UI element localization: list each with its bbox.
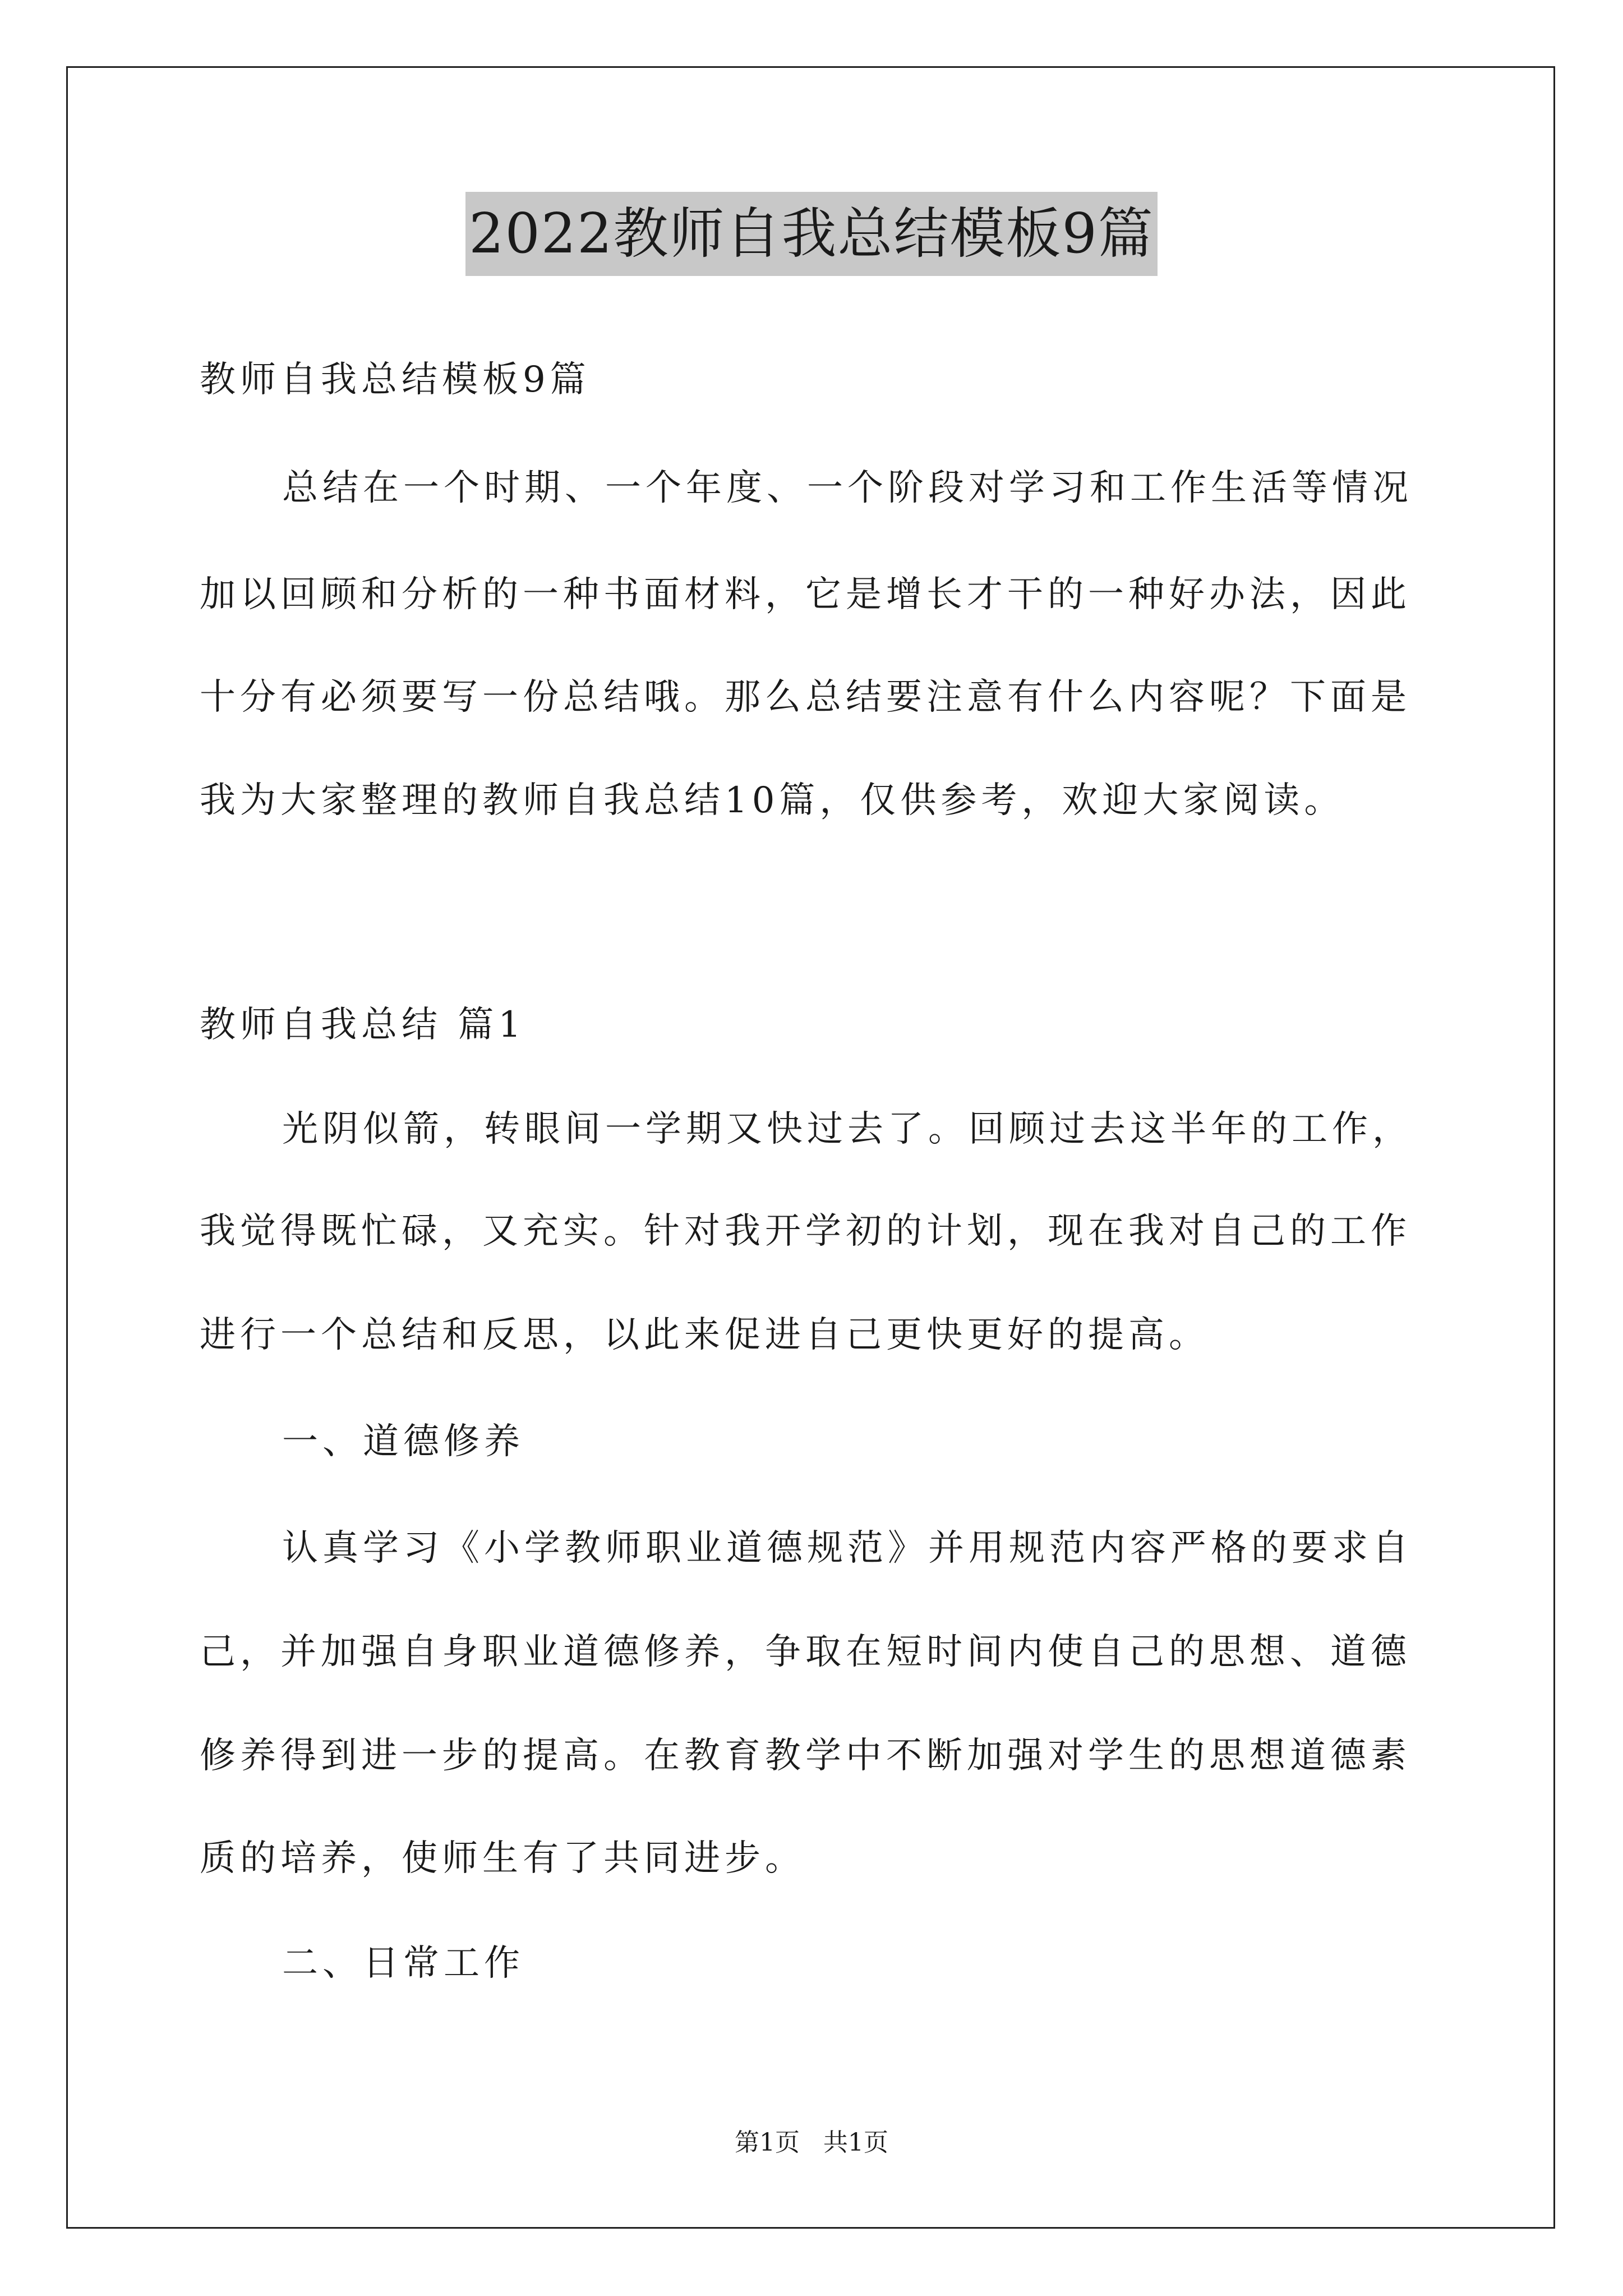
paragraph-line: 认真学习《小学教师职业道德规范》并用规范内容严格的要求自 — [282, 1527, 1413, 1569]
title-container — [0, 192, 1623, 276]
intro-line: 加以回顾和分析的一种书面材料，它是增长才干的一种好办法，因此 — [200, 574, 1411, 615]
intro-line: 我为大家整理的教师自我总结10篇，仅供参考，欢迎大家阅读。 — [200, 780, 1345, 821]
page-footer — [0, 2126, 1623, 2160]
subheading-morality: 一、道德修养 — [282, 1421, 524, 1462]
subtitle: 教师自我总结模板9篇 — [200, 359, 591, 401]
paragraph-line: 进行一个总结和反思，以此来促进自己更快更好的提高。 — [200, 1314, 1209, 1356]
paragraph-line: 己，并加强自身职业道德修养，争取在短时间内使自己的思想、道德 — [200, 1631, 1411, 1673]
page-number: 第1页 — [735, 2128, 800, 2157]
paragraph-line: 质的培养，使师生有了共同进步。 — [200, 1838, 805, 1879]
document-title: 2022教师自我总结模板9篇 — [465, 192, 1158, 276]
intro-line: 十分有必须要写一份总结哦。那么总结要注意有什么内容呢？下面是 — [200, 677, 1411, 718]
paragraph-line: 修养得到进一步的提高。在教育教学中不断加强对学生的思想道德素 — [200, 1735, 1411, 1777]
intro-line: 总结在一个时期、一个年度、一个阶段对学习和工作生活等情况 — [282, 467, 1413, 509]
section-heading: 教师自我总结 篇1 — [200, 1004, 526, 1046]
subheading-daily-work: 二、日常工作 — [282, 1943, 524, 1984]
paragraph-line: 我觉得既忙碌，又充实。针对我开学初的计划，现在我对自己的工作 — [200, 1211, 1411, 1252]
page-total: 共1页 — [823, 2128, 888, 2157]
paragraph-line: 光阴似箭，转眼间一学期又快过去了。回顾过去这半年的工作， — [282, 1108, 1413, 1150]
